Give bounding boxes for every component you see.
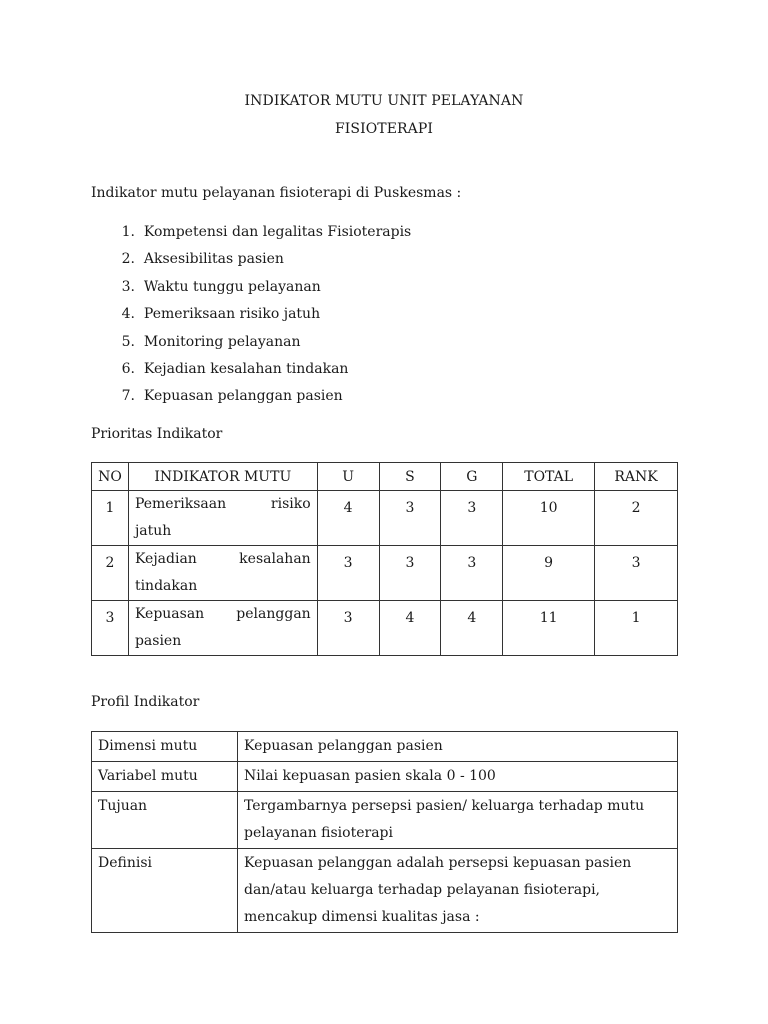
header-s: S xyxy=(379,463,441,491)
cell-rank: 3 xyxy=(595,546,678,601)
profile-value xyxy=(238,732,678,762)
priority-table xyxy=(91,462,678,656)
priority-label: Prioritas Indikator xyxy=(91,426,223,442)
list-item xyxy=(91,249,411,276)
list-number: 7. xyxy=(121,388,135,405)
cell-s: 4 xyxy=(379,601,441,656)
profile-key: Tujuan xyxy=(92,792,238,849)
cell-rank: 2 xyxy=(595,491,678,546)
list-item xyxy=(91,277,411,304)
header-rank: RANK xyxy=(595,463,678,491)
cell-indikator-line: tindakan xyxy=(134,578,198,594)
cell-indikator-line: pasien xyxy=(134,633,182,649)
table-row xyxy=(92,732,678,762)
profile-value xyxy=(238,792,678,849)
list-item xyxy=(91,386,411,413)
cell-total: 10 xyxy=(503,491,595,546)
cell-total: 11 xyxy=(503,601,595,656)
list-item xyxy=(91,304,411,331)
list-item xyxy=(91,332,411,359)
table-row xyxy=(92,792,678,849)
list-text: Kepuasan pelanggan pasien xyxy=(143,388,343,405)
cell-no: 2 xyxy=(92,546,129,601)
cell-indikator-line: Kejadian kesalahan xyxy=(134,551,311,567)
cell-rank: 1 xyxy=(595,601,678,656)
list-text: Pemeriksaan risiko jatuh xyxy=(143,306,321,323)
profile-key: Variabel mutu xyxy=(92,762,238,792)
table-row xyxy=(92,546,678,601)
cell-g: 4 xyxy=(441,601,503,656)
table-row xyxy=(92,491,678,546)
header-total: TOTAL xyxy=(503,463,595,491)
indicator-list xyxy=(91,222,411,414)
profile-table xyxy=(91,731,678,933)
list-number: 3. xyxy=(121,278,135,295)
profile-value-line: Kepuasan pelanggan pasien xyxy=(244,738,443,754)
cell-s: 3 xyxy=(379,491,441,546)
cell-u: 4 xyxy=(317,491,379,546)
list-number: 2. xyxy=(121,251,135,268)
list-text: Kejadian kesalahan tindakan xyxy=(143,360,349,377)
list-item xyxy=(91,222,411,249)
profile-value-line: Kepuasan pelanggan adalah persepsi kepuasan pasien xyxy=(244,855,632,871)
cell-indikator-line: Pemeriksaan risiko xyxy=(134,496,311,512)
cell-no: 1 xyxy=(92,491,129,546)
profile-value-line: pelayanan fisioterapi xyxy=(244,825,393,841)
cell-s: 3 xyxy=(379,546,441,601)
header-indikator: INDIKATOR MUTU xyxy=(128,463,317,491)
profile-label: Profil Indikator xyxy=(91,694,200,710)
document-subtitle: FISIOTERAPI xyxy=(334,121,434,137)
list-number: 4. xyxy=(121,306,135,323)
cell-indikator xyxy=(128,491,317,546)
list-text: Aksesibilitas pasien xyxy=(143,251,284,268)
list-number: 5. xyxy=(121,333,135,350)
table-row xyxy=(92,601,678,656)
table-row xyxy=(92,849,678,933)
cell-indikator xyxy=(128,546,317,601)
document-title: INDIKATOR MUTU UNIT PELAYANAN xyxy=(244,93,524,109)
list-item xyxy=(91,359,411,386)
profile-value-line: dan/atau keluarga terhadap pelayanan fisioterapi, xyxy=(244,882,601,898)
list-text: Kompetensi dan legalitas Fisioterapis xyxy=(143,224,412,240)
profile-key: Definisi xyxy=(92,849,238,933)
cell-u: 3 xyxy=(317,546,379,601)
table-row xyxy=(92,762,678,792)
intro-text: Indikator mutu pelayanan fisioterapi di Puskesmas : xyxy=(91,185,462,201)
cell-indikator-line: Kepuasan pelanggan xyxy=(134,606,311,622)
header-g: G xyxy=(441,463,503,491)
list-number: 6. xyxy=(121,360,135,377)
profile-value-line: Tergambarnya persepsi pasien/ keluarga terhadap mutu xyxy=(244,798,645,814)
header-no: NO xyxy=(92,463,129,491)
profile-value xyxy=(238,849,678,933)
table-header-row xyxy=(92,463,678,491)
cell-total: 9 xyxy=(503,546,595,601)
profile-key: Dimensi mutu xyxy=(92,732,238,762)
profile-value-line: Nilai kepuasan pasien skala 0 - 100 xyxy=(244,768,496,784)
cell-g: 3 xyxy=(441,546,503,601)
cell-no: 3 xyxy=(92,601,129,656)
cell-indikator xyxy=(128,601,317,656)
profile-value-line: mencakup dimensi kualitas jasa : xyxy=(244,909,480,925)
list-number: 1. xyxy=(121,224,135,240)
cell-indikator-line: jatuh xyxy=(134,523,172,539)
header-u: U xyxy=(317,463,379,491)
cell-g: 3 xyxy=(441,491,503,546)
cell-u: 3 xyxy=(317,601,379,656)
list-text: Monitoring pelayanan xyxy=(143,333,301,350)
list-text: Waktu tunggu pelayanan xyxy=(143,278,321,295)
profile-value xyxy=(238,762,678,792)
